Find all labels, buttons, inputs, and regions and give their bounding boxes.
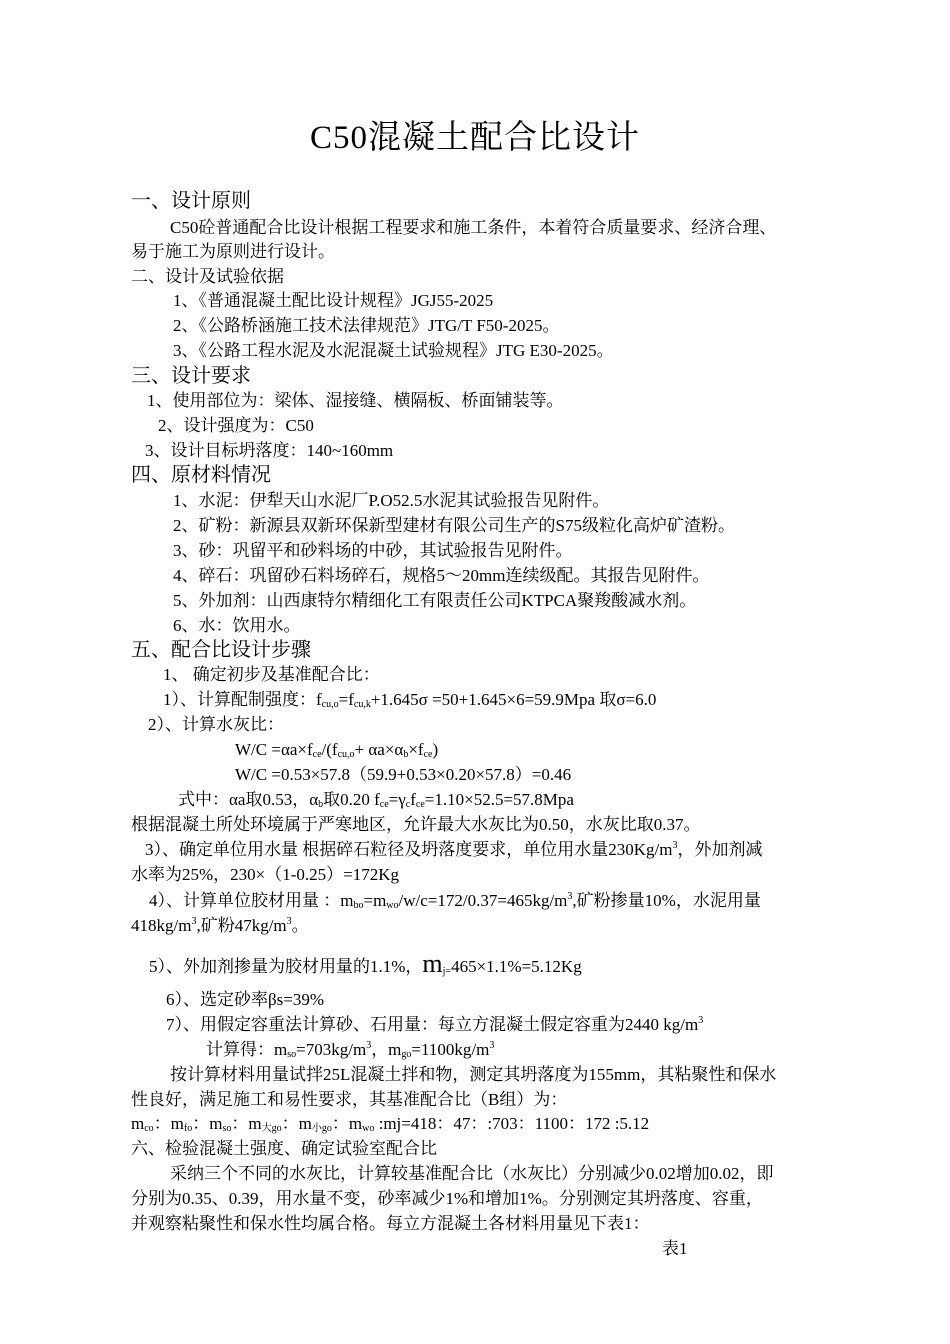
section-2-item-1: 1、《普通混凝土配比设计规程》JGJ55-2025 <box>173 291 494 310</box>
calculated-result <box>206 1038 494 1062</box>
section-5-heading: 五、配合比设计步骤 <box>131 639 311 661</box>
subscript: fo <box>183 1123 193 1134</box>
subscript: cu,o <box>321 699 339 710</box>
section-2-item-3: 3、《公路工程水泥及水泥混凝土试验规程》JTG E30-2025。 <box>173 341 614 360</box>
section-4-item-4: 4、碎石：巩留砂石料场碎石，规格5～20mm连续级配。其报告见附件。 <box>173 566 710 585</box>
text: 取0.20 f <box>323 790 380 809</box>
binder-content-line-2 <box>131 914 309 938</box>
subscript: c <box>405 799 411 810</box>
subscript: bo <box>353 900 364 911</box>
section-3-item-2: 2、设计强度为：C50 <box>158 416 314 435</box>
binder-content-line-1 <box>149 889 761 913</box>
table-caption: 表1 <box>662 1239 688 1258</box>
water-cement-formula <box>235 738 438 762</box>
base-mix-ratio <box>131 1112 649 1136</box>
water-cement-calculation: W/C =0.53×57.8（59.9+0.53×0.20×57.8）=0.46 <box>235 765 572 784</box>
subscript: ce <box>415 799 425 810</box>
text: ×f <box>408 740 424 759</box>
text: m <box>422 949 443 978</box>
text: 7）、用假定容重法计算砂、石用量：每立方混凝土假定容重为2440 kg/m <box>166 1015 699 1034</box>
text: 1）、计算配制强度：f <box>163 690 322 709</box>
subscript: so <box>222 1123 232 1134</box>
trial-mix-line-2: 性良好，满足施工和易性要求，其基准配合比（B组）为： <box>131 1090 568 1109</box>
text: =1100kg/m <box>411 1040 490 1059</box>
section-4-item-6: 6、水：饮用水。 <box>173 616 301 635</box>
section-6-paragraph-line-2: 分别为0.35、0.39，用水量不变，砂率减少1%和增加1%。分别测定其坍落度、容重， <box>131 1189 763 1208</box>
subscript: b <box>318 799 324 810</box>
water-cement-ratio-label: 2）、计算水灰比： <box>148 715 284 734</box>
environment-note: 根据混凝土所处环境属于严寒地区，允许最大水灰比为0.50，水灰比取0.37。 <box>131 815 701 834</box>
text: 计算得：m <box>206 1040 288 1059</box>
text: m <box>131 1114 145 1133</box>
text: ：m <box>331 1114 363 1133</box>
section-3-item-1: 1、使用部位为：梁体、湿接缝、横隔板、桥面铺装等。 <box>147 391 564 410</box>
text: 3）、确定单位用水量 根据碎石粒径及坍落度要求，单位用水量230Kg/m <box>145 840 673 859</box>
text: ：m <box>153 1114 184 1133</box>
text: 5）、外加剂掺量为胶材用量的1.1%， <box>149 957 423 976</box>
subscript: 大go <box>261 1123 282 1134</box>
superscript: 3 <box>366 1040 372 1051</box>
subscript: ce <box>423 749 433 760</box>
subscript: j= <box>442 966 452 977</box>
text: 4）、计算单位胶材用量 ：m <box>149 891 354 910</box>
text: =703kg/m <box>296 1040 367 1059</box>
text: :mj=418：47：:703：1100：172 :5.12 <box>374 1114 650 1133</box>
text: ) <box>432 740 439 759</box>
text: /w/c=172/0.37=465kg/m <box>398 891 568 910</box>
text: 。 <box>291 916 309 935</box>
text: ，外加剂减 <box>677 840 763 859</box>
text: ,矿粉47kg/m <box>196 916 287 935</box>
text: ：m <box>192 1114 223 1133</box>
section-1-paragraph-line-1: C50砼普通配合比设计根据工程要求和施工条件，本着符合质量要求、经济合理、 <box>170 218 777 237</box>
text: W/C =αa×f <box>235 740 313 759</box>
water-content-line-2: 水率为25%，230×（1-0.25）=172Kg <box>131 865 400 884</box>
section-1-heading: 一、设计原则 <box>131 190 251 212</box>
text: + αa×α <box>354 740 404 759</box>
section-2-item-2: 2、《公路桥涵施工技术法律规范》JTG/T F50-2025。 <box>173 316 560 335</box>
text: =m <box>363 891 387 910</box>
text: =f <box>338 690 354 709</box>
step-1-label: 1、 确定初步及基准配合比： <box>163 665 380 684</box>
subscript: ce <box>379 799 389 810</box>
section-4-heading: 四、原材料情况 <box>131 464 271 486</box>
text: 式中：αa取0.53，α <box>178 790 319 809</box>
subscript: wo <box>386 900 399 911</box>
section-6-paragraph-line-3: 并观察粘聚性和保水性均属合格。每立方混凝土各材料用量见下表1： <box>131 1214 650 1233</box>
text: 418kg/m <box>131 916 192 935</box>
section-4-item-2: 2、矿粉：新源县双新环保新型建材有限公司生产的S75级粒化高炉矿渣粉。 <box>173 516 735 535</box>
text: f <box>410 790 416 809</box>
text: ：m <box>231 1114 262 1133</box>
subscript: ce <box>312 749 322 760</box>
superscript: 3 <box>672 840 678 851</box>
text: ：m <box>281 1114 312 1133</box>
density-method-line <box>166 1013 703 1037</box>
subscript: so <box>287 1049 297 1060</box>
superscript: 3 <box>286 916 292 927</box>
text: =γ <box>388 790 406 809</box>
section-2-heading: 二、设计及试验依据 <box>131 267 284 286</box>
water-content-line-1 <box>145 838 762 862</box>
text: ,矿粉掺量10%，水泥用量 <box>572 891 761 910</box>
subscript: go <box>401 1049 412 1060</box>
section-6-paragraph-line-1: 采纳三个不同的水灰比，计算较基准配合比（水灰比）分别减少0.02增加0.02，即 <box>170 1164 774 1183</box>
design-strength-formula <box>163 688 656 712</box>
text: 465×1.1%=5.12Kg <box>451 957 582 976</box>
section-4-item-3: 3、砂：巩留平和砂料场的中砂，其试验报告见附件。 <box>173 541 573 560</box>
formula-parameters <box>178 788 574 812</box>
section-4-item-5: 5、外加剂：山西康特尔精细化工有限责任公司KTPCA聚羧酸减水剂。 <box>173 591 697 610</box>
text: =1.10×52.5=57.8Mpa <box>424 790 574 809</box>
sand-ratio: 6）、选定砂率βs=39% <box>166 990 325 1009</box>
section-6-heading: 六、检验混凝土强度、确定试验室配合比 <box>131 1139 437 1158</box>
section-3-heading: 三、设计要求 <box>131 365 251 387</box>
section-1-paragraph-line-2: 易于施工为原则进行设计。 <box>131 242 335 261</box>
superscript: 3 <box>567 891 573 902</box>
subscript: cu,k <box>353 699 371 710</box>
subscript: cu,o <box>337 749 355 760</box>
trial-mix-line-1: 按计算材料用量试拌25L混凝土拌和物，测定其坍落度为155mm，其粘聚性和保水 <box>170 1065 777 1084</box>
superscript: 3 <box>489 1040 495 1051</box>
superscript: 3 <box>698 1015 704 1026</box>
text: ，m <box>371 1040 402 1059</box>
subscript: b <box>403 749 409 760</box>
superscript: 3 <box>191 916 197 927</box>
subscript: 小go <box>311 1123 332 1134</box>
document-title: C50混凝土配合比设计 <box>309 120 640 156</box>
section-4-item-1: 1、水泥：伊犁天山水泥厂P.O52.5水泥其试验报告见附件。 <box>173 491 610 510</box>
subscript: co <box>144 1123 154 1134</box>
text: +1.645σ =50+1.645×6=59.9Mpa 取σ=6.0 <box>370 690 657 709</box>
section-3-item-3: 3、设计目标坍落度：140~160mm <box>145 441 394 460</box>
text: /(f <box>321 740 338 759</box>
admixture-content <box>149 949 582 979</box>
subscript: wo <box>362 1123 375 1134</box>
